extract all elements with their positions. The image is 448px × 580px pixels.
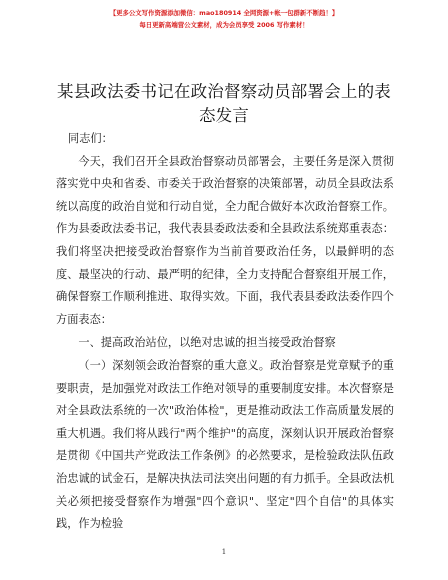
salutation: 同志们： <box>68 132 113 145</box>
section-heading-1: 一、提高政治站位，以绝对忠诚的担当接受政治督察 <box>78 336 336 350</box>
document-title: 某县政法委书记在政治督察动员部署会上的表态发言 <box>57 82 391 125</box>
promo-line-1: 【更多公文写作资源添加微信：mao180914 全网资源+帐一包群新不断趋！】 <box>109 9 339 17</box>
page-number: 1 <box>221 548 227 556</box>
paragraph-intro: 今天，我们召开全县政治督察动员部署会，主要任务是深入贯彻落实党中央和省委、市委关于政治督察的决策部署，动员全县政法系统以高度的政治自觉和行动自觉，全力配合做好本次政治督察工作。作为县委政法委书记，我代表县委政法委和全县政法系统郑重表态：我们将坚决把接受政治督察作为当前首要政治任务，以最鲜明的态度、最坚决的行动、最严明的纪律，全力支持配合督察组开展工作，确保督察工作顺利推进、取得实效。下面，我代表县委政法委作四个方面表态： <box>56 154 394 326</box>
paragraph-1-1: （一）深刻领会政治督察的重大意义。政治督察是党章赋予的重要职责，是加强党对政法工作绝对领导的重要制度安排。本次督察是对全县政法系统的一次"政治体检"，更是推动政法工作高质量发展的重大机遇。我们将从践行"两个维护"的高度，深刻认识开展政治督察是贯彻《中国共产党政法工作条例》的必然要求，是检验政法队伍政治忠诚的试金石，是解决执法司法突出问题的有力抓手。全县政法机关必须把接受督察作为增强"四个意识"、坚定"四个自信"的具体实践，作为检验 <box>56 358 394 531</box>
document-body <box>56 128 394 536</box>
promo-banner <box>0 7 448 31</box>
promo-line-2: 每日更新高端营公文素材，成为会员享受 2006 写作素材！ <box>139 21 309 29</box>
